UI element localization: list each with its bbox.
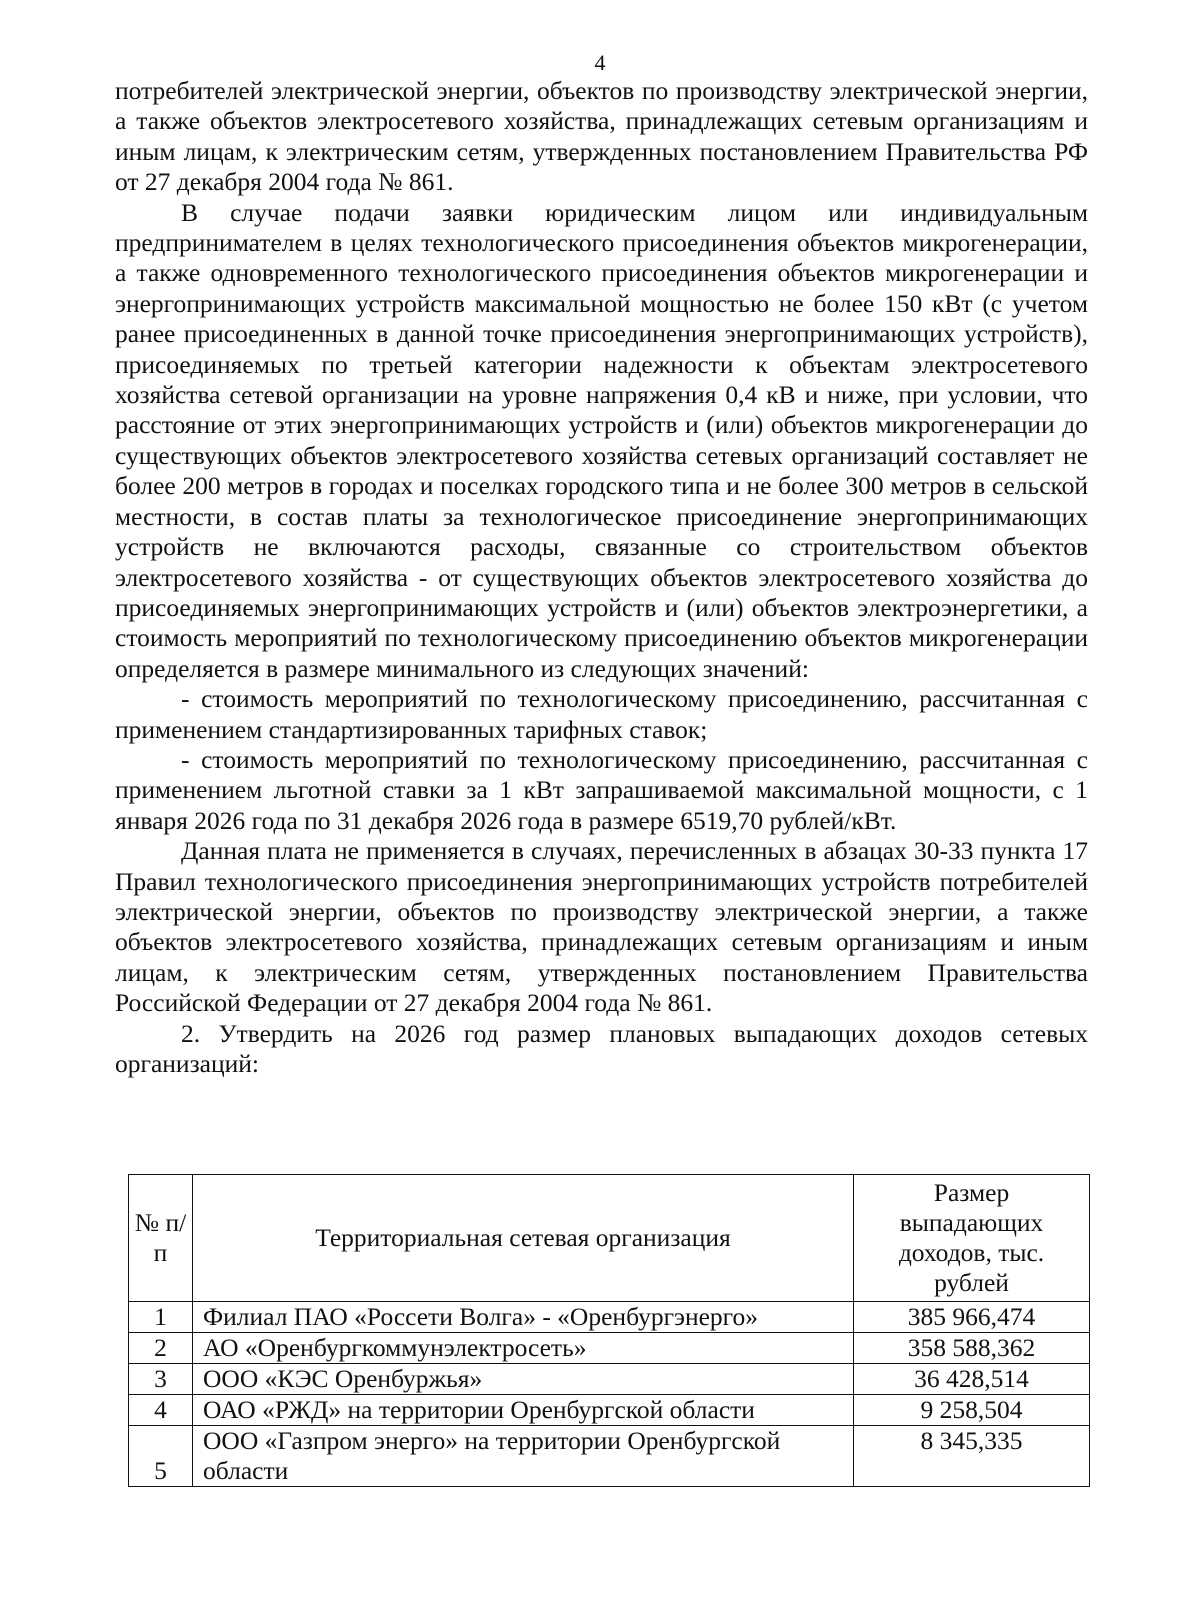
- paragraph-microgeneration: В случае подачи заявки юридическим лицом или индивидуальным предпринимателем в целях технологического присоединения объектов микрогенерации, а также одновременного технологического присоединения объектов микрогенерации и энергопринимающих устройств максимальной мощностью не более 150 кВт (с учетом ранее присоединенных в данной точке присоединения энергопринимающих устройств), присоединяемых по третьей категории надежности к объектам электросетевого хозяйства сетевой организации на уровне напряжения 0,4 кВ и ниже, при условии, что расстояние от этих энергопринимающих устройств и (или) объектов микрогенерации до существующих объектов электросетевого хозяйства сетевых организаций составляет не более 200 метров в городах и поселках городского типа и не более 300 метров в сельской местности, в состав платы за технологическое присоединение энергопринимающих устройств не включаются расходы, связанные со строительством объектов электросетевого хозяйства - от существующих объектов электросетевого хозяйства до присоединяемых энергопринимающих устройств и (или) объектов электроэнергетики, а стоимость мероприятий по технологическому присоединению объектов микрогенерации определяется в размере минимального из следующих значений:: [115, 197, 1088, 683]
- row-amount: 9 258,504: [854, 1395, 1090, 1426]
- header-amount: Размер выпадающих доходов, тыс. рублей: [854, 1175, 1090, 1302]
- document-body: [115, 76, 1088, 1079]
- table-row: [129, 1364, 1090, 1395]
- row-organization: Филиал ПАО «Россети Волга» - «Оренбургэнерго»: [193, 1302, 854, 1333]
- row-amount: 8 345,335: [854, 1426, 1090, 1487]
- paragraph-cost-option-standard: - стоимость мероприятий по технологическому присоединению, рассчитанная с применением стандартизированных тарифных ставок;: [115, 684, 1088, 744]
- row-organization: ОАО «РЖД» на территории Оренбургской области: [193, 1395, 854, 1426]
- paragraph-exceptions: Данная плата не применяется в случаях, перечисленных в абзацах 30-33 пункта 17 Правил технологического присоединения энергопринимающих устройств потребителей электрической энергии, объектов по производству электрической энергии, а также объектов электросетевого хозяйства, принадлежащих сетевым организациям и иным лицам, к электрическим сетям, утвержденных постановлением Правительства Российской Федерации от 27 декабря 2004 года № 861.: [115, 836, 1088, 1018]
- paragraph-item-2: 2. Утвердить на 2026 год размер плановых выпадающих доходов сетевых организаций:: [115, 1018, 1088, 1078]
- page-number: 4: [594, 50, 606, 75]
- row-organization: ООО «КЭС Оренбуржья»: [193, 1364, 854, 1395]
- paragraph-continuation: потребителей электрической энергии, объектов по производству электрической энергии, а также объектов электросетевого хозяйства, принадлежащих сетевым организациям и иным лицам, к электрическим сетям, утвержденных постановлением Правительства РФ от 27 декабря 2004 года № 861.: [115, 76, 1088, 197]
- row-organization: АО «Оренбургкоммунэлектросеть»: [193, 1333, 854, 1364]
- paragraph-cost-option-preferential: - стоимость мероприятий по технологическому присоединению, рассчитанная с применением льготной ставки за 1 кВт запрашиваемой максимальной мощности, с 1 января 2026 года по 31 декабря 2026 года в размере 6519,70 рублей/кВт.: [115, 744, 1088, 835]
- row-amount: 385 966,474: [854, 1302, 1090, 1333]
- lost-revenue-table: [128, 1174, 1090, 1487]
- row-amount: 36 428,514: [854, 1364, 1090, 1395]
- row-num: 1: [129, 1302, 193, 1333]
- row-organization: ООО «Газпром энерго» на территории Оренбургской области: [193, 1426, 854, 1487]
- row-num: 4: [129, 1395, 193, 1426]
- table-row: [129, 1426, 1090, 1487]
- header-organization: Территориальная сетевая организация: [193, 1175, 854, 1302]
- table-row: [129, 1395, 1090, 1426]
- table-row: [129, 1333, 1090, 1364]
- row-num: 5: [129, 1426, 193, 1487]
- table-header-row: [129, 1175, 1090, 1302]
- table-row: [129, 1302, 1090, 1333]
- row-amount: 358 588,362: [854, 1333, 1090, 1364]
- row-num: 3: [129, 1364, 193, 1395]
- header-num: № п/п: [129, 1175, 193, 1302]
- row-num: 2: [129, 1333, 193, 1364]
